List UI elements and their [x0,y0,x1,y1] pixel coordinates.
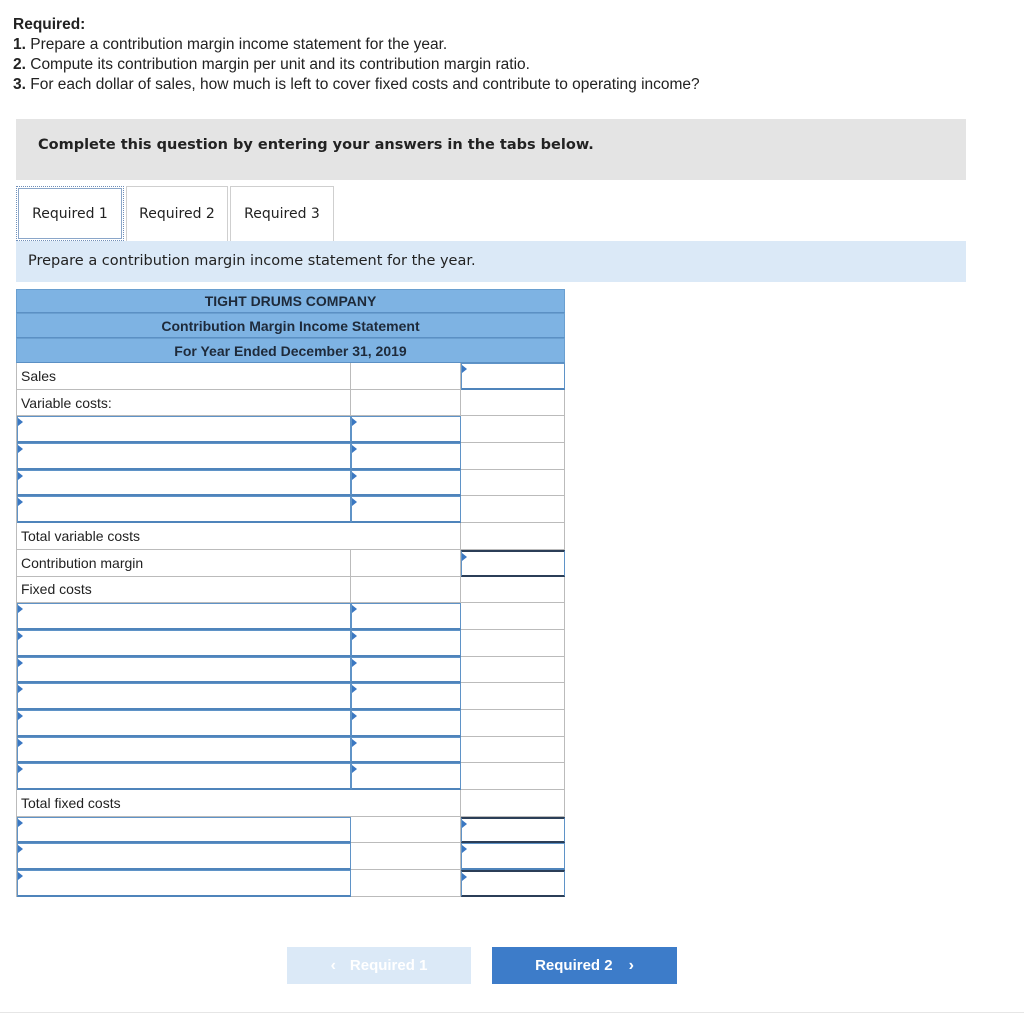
fixed-cost-row [16,683,565,710]
required-instructions [13,15,993,95]
contribution-margin-input[interactable] [461,550,565,577]
sales-amount-cell [351,363,461,390]
variable-cost-label-input[interactable] [17,443,351,470]
bottom-entry-row [16,843,565,870]
tab-instruction [16,241,966,282]
instructions-banner [16,119,966,180]
variable-cost-row [16,443,565,470]
variable-cost-amount-input[interactable] [351,416,461,443]
fixed-cost-row [16,710,565,737]
total-variable-costs-cell [461,523,565,550]
required-item-2: 2. Compute its contribution margin per unit and its contribution margin ratio. [13,56,530,73]
bottom-label-input[interactable] [17,843,351,870]
variable-cost-row [16,416,565,443]
fixed-cost-label-input[interactable] [17,710,351,737]
total-fixed-costs-label: Total fixed costs [17,790,461,817]
tab-required-2[interactable]: Required 2 [126,186,228,241]
variable-cost-row [16,496,565,523]
row-fixed-costs-header [16,577,565,604]
chevron-left-icon: ‹ [330,956,336,974]
sales-label: Sales [17,363,351,390]
chevron-right-icon: › [628,956,634,974]
next-required-label: Required 2 [535,957,613,974]
total-variable-costs-label: Total variable costs [17,523,461,550]
required-title: Required: [13,16,86,33]
fixed-cost-amount-input[interactable] [351,603,461,630]
fixed-cost-amount-input[interactable] [351,763,461,790]
fixed-cost-label-input[interactable] [17,630,351,657]
fixed-cost-label-input[interactable] [17,737,351,764]
variable-cost-label-input[interactable] [17,496,351,523]
contribution-margin-label: Contribution margin [17,550,351,577]
variable-cost-amount-input[interactable] [351,443,461,470]
variable-costs-label: Variable costs: [17,390,351,417]
bottom-entry-row [16,870,565,897]
row-total-variable-costs [16,523,565,550]
row-contribution-margin [16,550,565,577]
variable-cost-row [16,470,565,497]
variable-cost-amount-input[interactable] [351,496,461,523]
statement-period: For Year Ended December 31, 2019 [16,338,565,363]
tab-bar [16,186,336,241]
sales-total-input[interactable] [461,363,565,390]
fixed-cost-amount-input[interactable] [351,683,461,710]
next-required-button[interactable] [492,947,677,984]
fixed-cost-label-input[interactable] [17,763,351,790]
fixed-cost-label-input[interactable] [17,603,351,630]
row-total-fixed-costs [16,790,565,817]
row-variable-costs-header [16,390,565,417]
required-item-1: 1. Prepare a contribution margin income statement for the year. [13,36,448,53]
bottom-amount-input[interactable] [461,817,565,844]
variable-cost-label-input[interactable] [17,416,351,443]
row-sales [16,363,565,390]
bottom-amount-input[interactable] [461,870,565,897]
fixed-cost-row [16,657,565,684]
instruction-text: Prepare a contribution margin income statement for the year. [28,253,476,269]
fixed-cost-amount-input[interactable] [351,710,461,737]
footer-divider [0,1012,1024,1013]
bottom-label-input[interactable] [17,817,351,844]
variable-cost-label-input[interactable] [17,470,351,497]
prev-required-button [287,947,471,984]
fixed-cost-label-input[interactable] [17,683,351,710]
variable-cost-amount-input[interactable] [351,470,461,497]
fixed-cost-amount-input[interactable] [351,737,461,764]
tab-required-3[interactable]: Required 3 [230,186,334,241]
fixed-cost-row [16,630,565,657]
bottom-amount-input[interactable] [461,843,565,870]
fixed-cost-amount-input[interactable] [351,657,461,684]
income-statement-table [16,289,565,897]
fixed-cost-row [16,603,565,630]
banner-text: Complete this question by entering your answers in the tabs below. [38,137,594,153]
total-fixed-costs-cell [461,790,565,817]
bottom-label-input[interactable] [17,870,351,897]
required-item-3: 3. For each dollar of sales, how much is left to cover fixed costs and contribute to operating income? [13,76,700,93]
fixed-costs-label: Fixed costs [17,577,351,604]
fixed-cost-amount-input[interactable] [351,630,461,657]
prev-required-label: Required 1 [349,957,428,974]
statement-title: Contribution Margin Income Statement [16,313,565,338]
fixed-cost-label-input[interactable] [17,657,351,684]
company-name: TIGHT DRUMS COMPANY [16,289,565,313]
bottom-entry-row [16,817,565,844]
fixed-cost-row [16,737,565,764]
fixed-cost-row [16,763,565,790]
tab-required-1[interactable]: Required 1 [16,186,124,241]
